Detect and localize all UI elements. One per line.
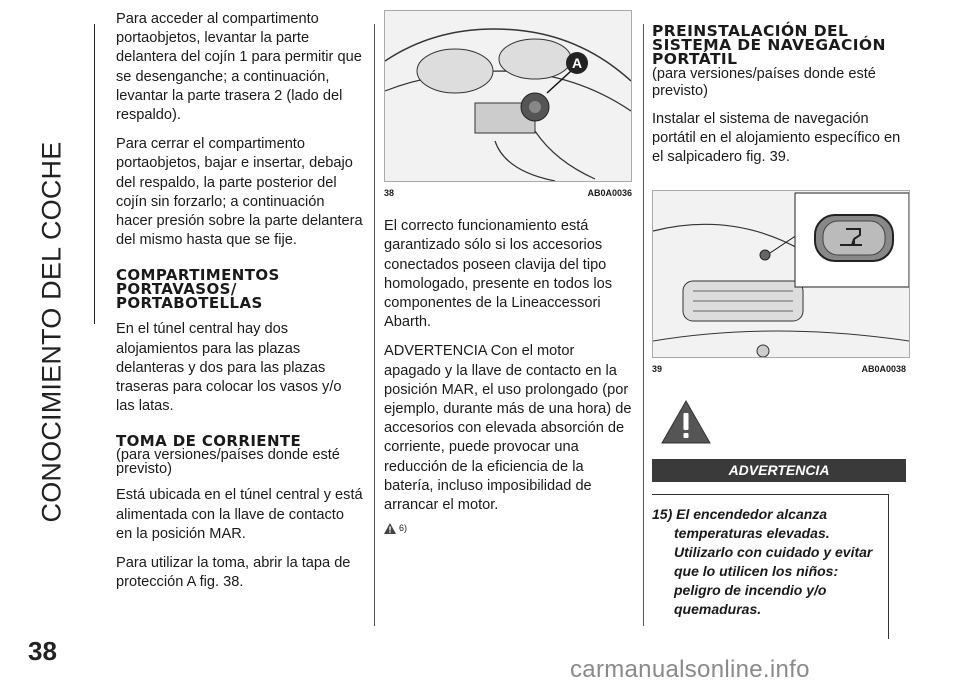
warning-text xyxy=(652,505,878,619)
subheading-power-socket: (para versiones/países donde esté previsto) xyxy=(116,447,340,478)
heading-power-socket: TOMA DE CORRIENTE xyxy=(116,432,302,451)
column-divider-1 xyxy=(374,24,375,626)
subheading-navigation: (para versiones/países donde esté previsto) xyxy=(652,66,876,99)
warning-reference xyxy=(384,519,634,538)
warning-icon-wrapper xyxy=(652,399,908,451)
paragraph-navigation-install: Instalar el sistema de navegación portátil en el alojamiento específico en el salpicadero fig. 39. xyxy=(652,111,901,166)
warning-triangle-icon xyxy=(384,523,396,534)
column-3 xyxy=(652,10,908,639)
warning-reference-number: 6) xyxy=(399,523,408,534)
paragraph-battery-warning: ADVERTENCIA Con el motor apagado y la llave de contacto en la posición MAR, el uso prolongado (por ejemplo, durante más de una hora) de accesorios con elevada absorción de corriente, puede provocar una reducción de la eficiencia de la batería, incluso imposibilidad de arrancar el motor. xyxy=(384,343,632,514)
warning-number: 15) xyxy=(652,506,673,523)
column-2 xyxy=(384,10,634,538)
figure-39-code: AB0A0038 xyxy=(861,363,906,374)
heading-navigation-preinstall: PREINSTALACIÓN DEL SISTEMA DE NAVEGACIÓN PORTÁTIL xyxy=(652,22,886,68)
paragraph-access-compartment: Para acceder al compartimento portaobjetos, levantar la parte delantera del cojín 1 para permitir que se desenganche; a continuación, levantar la parte trasera 2 (lado del respaldo). xyxy=(116,11,362,124)
warning-box xyxy=(652,494,889,639)
paragraph-close-compartment: Para cerrar el compartimento portaobjetos, bajar e insertar, debajo del respaldo, la parte posterior del cojín sin forzarlo; a continuación hacer presión sobre la parte delantera del mismo hasta que se fije. xyxy=(116,136,363,249)
power-socket-illustration xyxy=(385,11,631,181)
callout-a-label: A xyxy=(571,55,583,71)
heading-cup-holders: COMPARTIMENTOS PORTAVASOS/ PORTABOTELLAS xyxy=(116,266,280,313)
figure-38 xyxy=(384,10,632,182)
side-divider xyxy=(94,24,95,324)
figure-38-number: 38 xyxy=(384,188,395,198)
column-divider-2 xyxy=(643,24,644,626)
paragraph-accessories: El correcto funcionamiento está garantizado sólo si los accesorios conectados poseen clavija del tipo homologado, presente en todos los componentes de la Lineaccessori Abarth. xyxy=(384,218,612,331)
figure-39-number: 39 xyxy=(652,363,663,374)
figure-38-caption xyxy=(384,182,632,203)
warning-title-bar: ADVERTENCIA xyxy=(652,459,906,482)
column-1 xyxy=(116,10,364,602)
paragraph-socket-location: Está ubicada en el túnel central y está alimentada con la llave de contacto en la posición MAR. xyxy=(116,487,363,542)
paragraph-cup-holders: En el túnel central hay dos alojamientos para las plazas delanteras y dos para las plazas traseras para colocar los vasos y/o las latas. xyxy=(116,321,342,415)
navigation-mount-illustration xyxy=(653,191,909,357)
chapter-side-title: CONOCIMIENTO DEL COCHE xyxy=(36,141,67,523)
figure-38-code: AB0A0036 xyxy=(587,188,632,198)
figure-39 xyxy=(652,190,910,358)
warning-body: El encendedor alcanza temperaturas elevadas. Utilizarlo con cuidado y evitar que lo utilicen los niños: peligro de incendio y/o quemaduras. xyxy=(674,506,873,618)
page-number: 38 xyxy=(28,636,57,666)
warning-triangle-icon xyxy=(660,399,712,445)
watermark: carmanualsonline.info xyxy=(570,656,810,683)
paragraph-socket-use: Para utilizar la toma, abrir la tapa de protección A fig. 38. xyxy=(116,555,351,591)
figure-39-caption xyxy=(652,358,906,379)
